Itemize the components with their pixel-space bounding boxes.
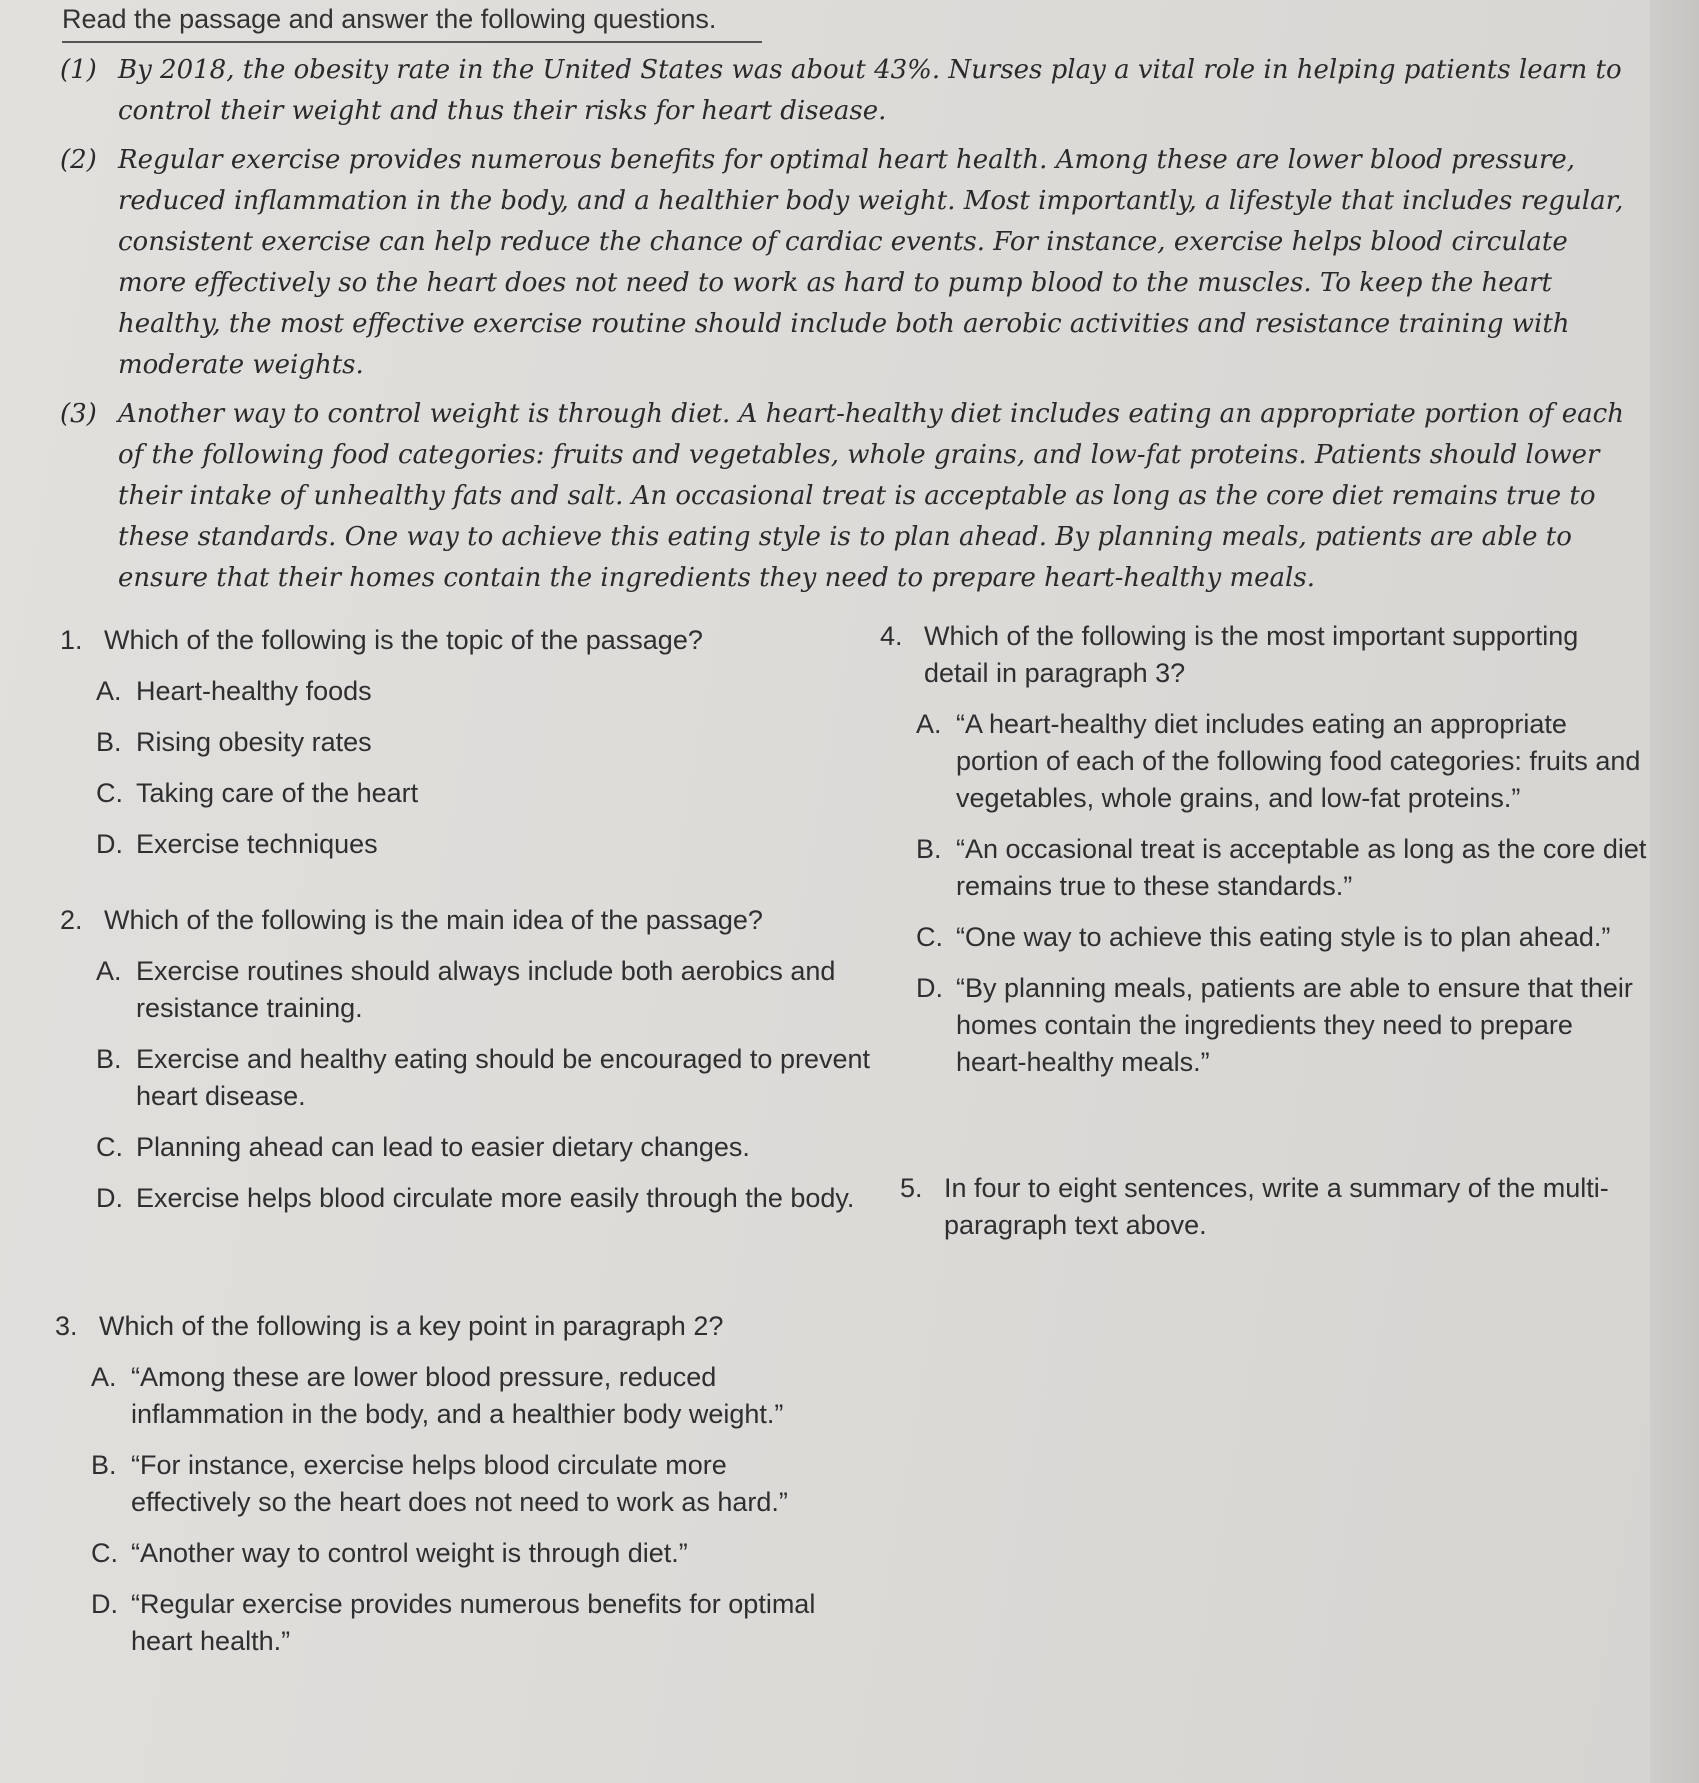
option-letter: A. xyxy=(96,676,122,706)
answer-option-b[interactable] xyxy=(91,1447,835,1521)
option-text: Exercise routines should always include both aerobics and resistance training. xyxy=(136,956,836,1023)
question-text: Which of the following is the most important supporting detail in paragraph 3? xyxy=(924,621,1579,688)
option-text: “Regular exercise provides numerous benefits for optimal heart health.” xyxy=(131,1589,816,1656)
question-number: 1. xyxy=(60,625,83,655)
option-text: Taking care of the heart xyxy=(136,778,419,808)
answer-option-c[interactable] xyxy=(916,919,1650,956)
option-letter: A. xyxy=(91,1362,117,1392)
option-letter: D. xyxy=(916,973,943,1003)
option-text: Exercise techniques xyxy=(136,829,378,859)
question-number: 4. xyxy=(880,621,903,651)
instructions-heading: Read the passage and answer the following questions. xyxy=(62,4,762,43)
option-text: Heart-healthy foods xyxy=(136,676,372,706)
question-text: Which of the following is the topic of the passage? xyxy=(104,625,703,655)
question-number: 3. xyxy=(55,1311,78,1341)
answer-option-a[interactable] xyxy=(91,1359,835,1433)
option-letter: C. xyxy=(916,922,943,952)
question-number: 2. xyxy=(60,905,83,935)
option-letter: B. xyxy=(916,834,942,864)
answer-option-b[interactable] xyxy=(96,724,830,761)
answer-option-c[interactable] xyxy=(91,1535,835,1572)
question-number: 5. xyxy=(900,1173,923,1203)
answer-option-a[interactable] xyxy=(916,706,1650,817)
answer-option-a[interactable] xyxy=(96,673,830,710)
option-letter: A. xyxy=(96,956,122,986)
question-text: Which of the following is the main idea of the passage? xyxy=(104,905,763,935)
option-text: “An occasional treat is acceptable as long as the core diet remains true to these standards.” xyxy=(956,834,1647,901)
answer-option-d[interactable] xyxy=(96,826,830,863)
option-letter: B. xyxy=(96,1044,122,1074)
question-3 xyxy=(55,1308,835,1674)
answer-option-b[interactable] xyxy=(916,831,1650,905)
option-letter: A. xyxy=(916,709,942,739)
option-letter: C. xyxy=(91,1538,118,1568)
question-1 xyxy=(60,622,830,877)
option-text: “By planning meals, patients are able to ensure that their homes contain the ingredients they need to prepare heart-healthy meals.” xyxy=(956,973,1633,1077)
option-letter: D. xyxy=(96,1183,123,1213)
question-text: In four to eight sentences, write a summary of the multi-paragraph text above. xyxy=(944,1173,1609,1240)
question-4 xyxy=(880,618,1650,1095)
option-letter: D. xyxy=(96,829,123,859)
paragraph-number: (2) xyxy=(60,145,97,175)
option-text: “For instance, exercise helps blood circulate more effectively so the heart does not need to work as hard.” xyxy=(131,1450,788,1517)
paragraph-text: By 2018, the obesity rate in the United States was about 43%. Nurses play a vital role in helping patients learn to control their weight and thus their risks for heart disease. xyxy=(118,55,1622,126)
option-letter: D. xyxy=(91,1589,118,1619)
option-text: “Another way to control weight is through diet.” xyxy=(131,1538,688,1568)
option-letter: C. xyxy=(96,1132,123,1162)
option-text: Exercise helps blood circulate more easily through the body. xyxy=(136,1183,855,1213)
option-letter: B. xyxy=(91,1450,117,1480)
option-letter: C. xyxy=(96,778,123,808)
question-2 xyxy=(60,902,870,1231)
option-text: “Among these are lower blood pressure, reduced inflammation in the body, and a healthier body weight.” xyxy=(131,1362,784,1429)
answer-option-a[interactable] xyxy=(96,953,870,1027)
option-text: Planning ahead can lead to easier dietary changes. xyxy=(136,1132,750,1162)
option-text: Exercise and healthy eating should be encouraged to prevent heart disease. xyxy=(136,1044,871,1111)
option-text: Rising obesity rates xyxy=(136,727,372,757)
answer-option-d[interactable] xyxy=(91,1586,835,1660)
paragraph-text: Regular exercise provides numerous benefits for optimal heart health. Among these are lower blood pressure, reduced inflammation in the body, and a healthier body weight. Most importantly, a lifestyle that includes regular, consistent exercise can help reduce the chance of cardiac events. For instance, exercise helps blood circulate more effectively so the heart does not need to work as hard to pump blood to the muscles. To keep the heart healthy, the most effective exercise routine should include both aerobic activities and resistance training with moderate weights. xyxy=(118,145,1624,380)
answer-option-b[interactable] xyxy=(96,1041,870,1115)
option-text: “A heart-healthy diet includes eating an appropriate portion of each of the following food categories: fruits and vegetables, whole grains, and low-fat proteins.” xyxy=(956,709,1641,813)
answer-option-c[interactable] xyxy=(96,1129,870,1166)
answer-option-c[interactable] xyxy=(96,775,830,812)
paragraph-number: (3) xyxy=(60,399,97,429)
option-letter: B. xyxy=(96,727,122,757)
paragraph-number: (1) xyxy=(60,55,97,85)
paragraph-text: Another way to control weight is through diet. A heart-healthy diet includes eating an appropriate portion of each of the following food categories: fruits and vegetables, whole grains, and low-fat proteins. Patients should lower their intake of unhealthy fats and salt. An occasional treat is acceptable as long as the core diet remains true to these standards. One way to achieve this eating style is to plan ahead. By planning meals, patients are able to ensure that their homes contain the ingredients they need to prepare heart-healthy meals. xyxy=(118,399,1624,593)
answer-option-d[interactable] xyxy=(916,970,1650,1081)
answer-option-d[interactable] xyxy=(96,1180,870,1217)
question-5 xyxy=(900,1170,1620,1258)
question-text: Which of the following is a key point in paragraph 2? xyxy=(99,1311,724,1341)
option-text: “One way to achieve this eating style is to plan ahead.” xyxy=(956,922,1611,952)
